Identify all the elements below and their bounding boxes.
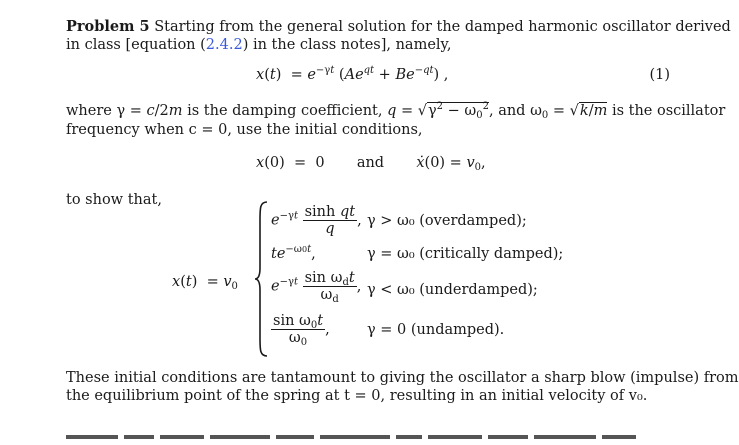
equation-reference-link[interactable]: 2.4.2 xyxy=(205,37,243,53)
case-critical-expr: $te^{-\omega 0t}$, xyxy=(271,244,316,262)
cases-lhs: $x(t) = v_0$ xyxy=(172,274,238,292)
problem-label: Problem 5 xyxy=(66,18,150,35)
case-underdamped-expr: $e^{-\gamma t}$ $\frac{\sin \omega_dt}{\omega_d}$ , xyxy=(271,270,362,305)
equation-1-number: (1) xyxy=(649,67,670,83)
intro-line-2 xyxy=(66,36,451,54)
where-text-3: and xyxy=(498,103,526,119)
where-text-2: is the damping coefficient, xyxy=(187,103,383,119)
frequency-line: frequency when c = 0, use the initial conditions, xyxy=(66,122,423,138)
case-undamped-expr: $\frac{\sin \omega_0t}{\omega_0}$ , xyxy=(273,313,330,348)
closing-line-2: the equilibrium point of the spring at t = 0, resulting in an initial velocity of v₀. xyxy=(66,388,648,404)
cutoff-next-line xyxy=(66,429,646,441)
case-critical-cond: γ = ω₀ (critically damped); xyxy=(367,246,564,262)
initial-conditions: x(0) = 0 and ẋ(0) = $v_0$, xyxy=(256,155,486,173)
where-text-4: is the oscillator xyxy=(611,103,726,119)
where-line: where γ = c/2m is the damping coefficient, $q = √\gamma^2 - \omega_0^2$, and $\omega_0 = √k/m$ is the oscillator xyxy=(66,101,726,121)
left-brace-icon xyxy=(254,200,270,358)
closing-line-1: These initial conditions are tantamount to giving the oscillator a sharp blow (impulse) from xyxy=(66,370,739,386)
intro-text-2b: ) in the class notes], namely, xyxy=(242,37,452,53)
where-text-1: where xyxy=(66,103,112,119)
case-undamped-cond: γ = 0 (undamped). xyxy=(367,322,505,338)
case-overdamped-cond: γ > ω₀ (overdamped); xyxy=(367,213,527,229)
case-overdamped-expr: $e^{-\gamma t}$ $\frac{\text{sinh qt}}{q}$ , xyxy=(271,204,362,237)
intro-line-1 xyxy=(66,18,731,36)
intro-text-1: Starting from the general solution for the damped harmonic oscillator derived xyxy=(154,19,731,35)
intro-text-2a: in class [equation ( xyxy=(66,37,206,53)
to-show-line: to show that, xyxy=(66,192,162,208)
ic-and: and xyxy=(356,155,385,171)
case-underdamped-cond: γ < ω₀ (underdamped); xyxy=(367,282,538,298)
equation-1: $x(t) = e^{-\gamma t}$ $(Ae^{qt} + Be^{-qt})$ , xyxy=(256,65,449,83)
